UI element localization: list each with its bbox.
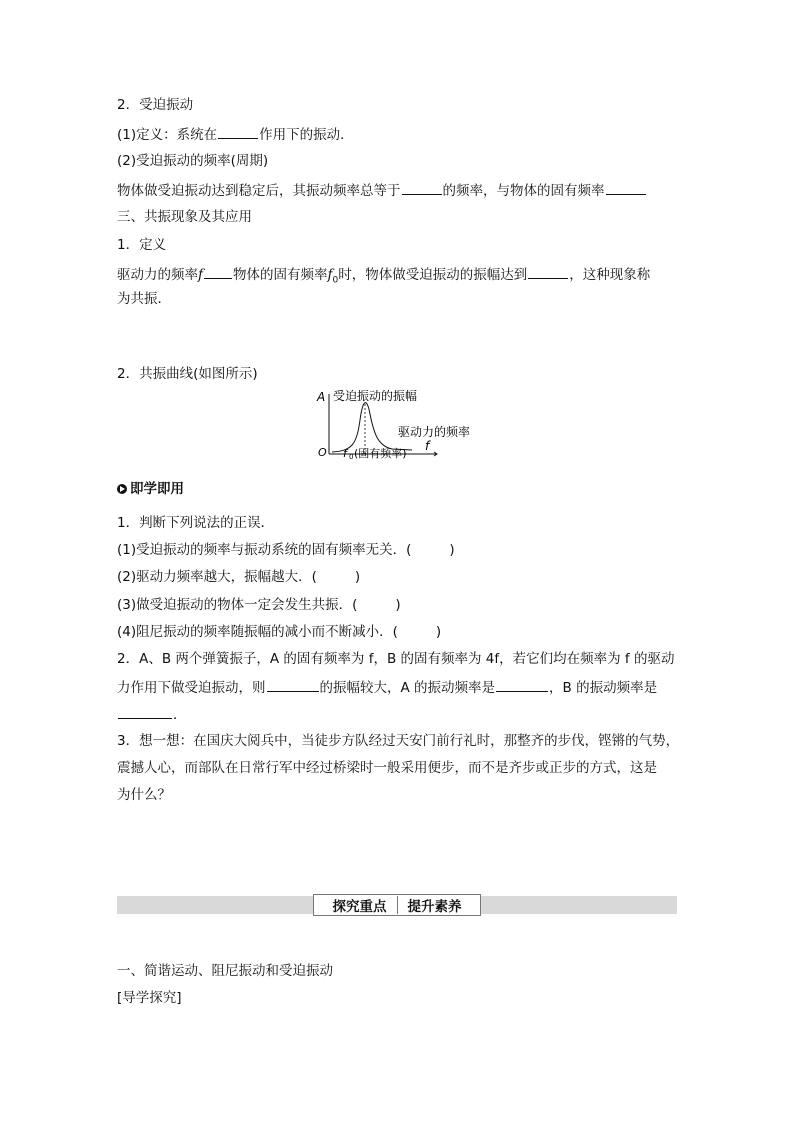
- section-2-title: 2．受迫振动: [117, 97, 194, 113]
- banner-divider: [397, 896, 398, 914]
- question-1-2: (2)驱动力频率越大，振幅越大．( ): [117, 569, 361, 585]
- question-2-line-3: ．: [117, 704, 187, 724]
- section-3-title: 三、共振现象及其应用: [117, 209, 252, 225]
- answer-blank[interactable]: [118, 704, 172, 719]
- answer-blank[interactable]: [218, 124, 258, 139]
- play-circle-icon: [117, 484, 127, 494]
- question-1-1: (1)受迫振动的频率与振动系统的固有频率无关．( ): [117, 542, 455, 558]
- x-axis-letter: f: [425, 439, 430, 453]
- f0-note: (固有频率): [354, 447, 407, 460]
- answer-blank[interactable]: [267, 677, 319, 692]
- forced-vibration-frequency-text: 物体做受迫振动达到稳定后，其振动频率总等于 的频率，与物体的固有频率: [117, 180, 647, 200]
- answer-blank[interactable]: [402, 180, 442, 195]
- answer-blank[interactable]: [204, 264, 232, 279]
- question-1: 1．判断下列说法的正误．: [117, 515, 275, 531]
- question-3-line-2: 震撼人心，而部队在日常行军中经过桥梁时一般采用便步，而不是齐步或正步的方式，这是: [117, 760, 657, 776]
- question-1-4: (4)阻尼振动的频率随振幅的减小而不断减小．( ): [117, 624, 442, 640]
- answer-blank[interactable]: [528, 264, 568, 279]
- forced-vibration-frequency-title: (2)受迫振动的频率(周期): [117, 153, 269, 169]
- forced-vibration-definition: (1)定义：系统在 作用下的振动．: [117, 124, 354, 144]
- y-axis-letter: A: [317, 390, 326, 404]
- answer-blank[interactable]: [496, 677, 548, 692]
- question-3-line-1: 3．想一想：在国庆大阅兵中，当徒步方队经过天安门前行礼时，那整齐的步伐，铿锵的气势，: [117, 733, 680, 749]
- f0-letter: f: [343, 447, 347, 460]
- question-3-line-3: 为什么？: [117, 787, 171, 803]
- banner-left-text: 探究重点: [332, 899, 387, 915]
- question-1-3: (3)做受迫振动的物体一定会发生共振．( ): [117, 597, 401, 613]
- banner-right-text: 提升素养: [407, 899, 462, 915]
- guided-inquiry-label: [导学探究]: [117, 990, 182, 1006]
- question-2-line-1: 2．A、B 两个弹簧振子，A 的固有频率为 f，B 的固有频率为 4f，若它们均在频率为 f 的驱动: [117, 651, 675, 667]
- resonance-curve-title: 2．共振曲线(如图所示): [117, 366, 258, 382]
- origin-label: O: [318, 446, 327, 459]
- answer-blank[interactable]: [606, 180, 646, 195]
- curve-label: 驱动力的频率: [398, 425, 471, 439]
- resonance-curve-figure: [312, 384, 482, 464]
- bottom-section-title: 一、简谐运动、阻尼振动和受迫振动: [117, 963, 333, 979]
- practice-heading: 即学即用: [117, 480, 184, 498]
- section-banner: [313, 894, 481, 916]
- resonance-definition-text: 驱动力的频率f 物体的固有频率$f_0$时，物体做受迫振动的振幅达到 ，这种现象称: [117, 264, 650, 290]
- resonance-definition-text-cont: 为共振．: [117, 291, 171, 307]
- question-2-line-2: 力作用下做受迫振动，则 的振幅较大，A 的振动频率是 ，B 的振动频率是: [117, 677, 657, 697]
- f0-subscript: 0: [349, 453, 354, 461]
- y-axis-label: 受迫振动的振幅: [333, 389, 418, 403]
- resonance-definition-title: 1．定义: [117, 237, 167, 253]
